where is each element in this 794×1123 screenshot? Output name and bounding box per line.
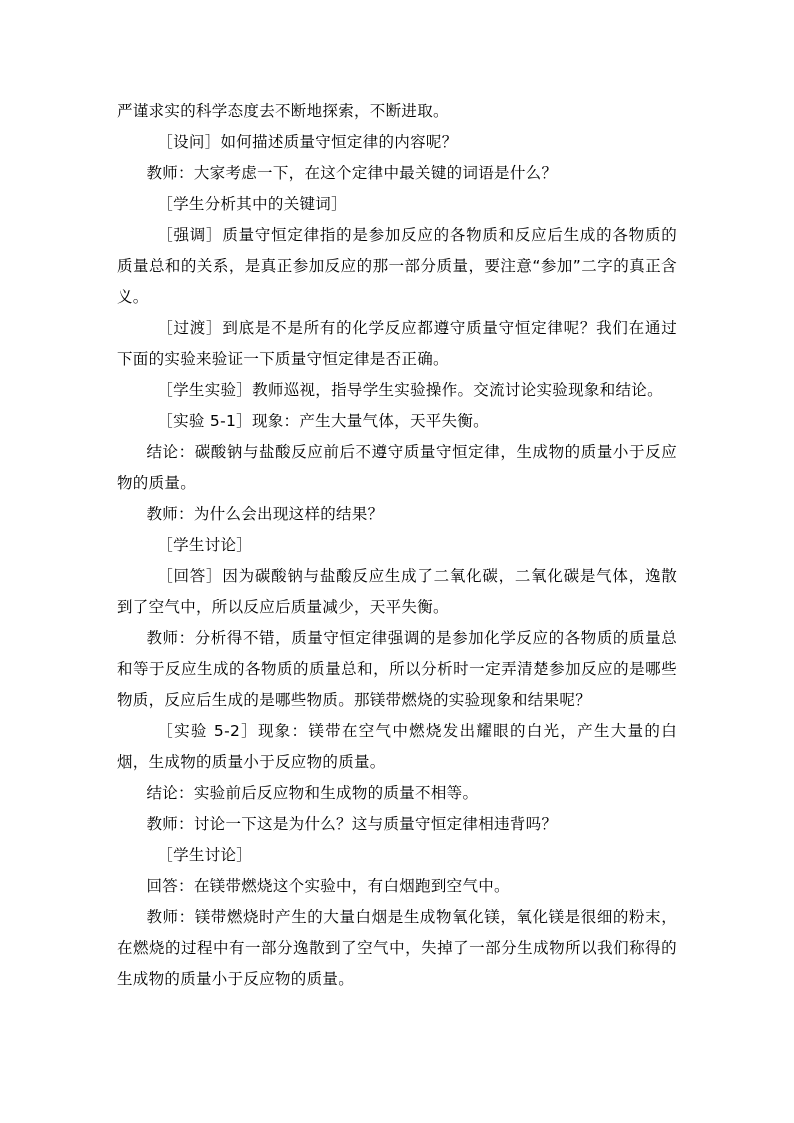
paragraph: ［过渡］到底是不是所有的化学反应都遵守质量守恒定律呢？我们在通过下面的实验来验证一下质量守恒定律是否正确。 [117,319,677,368]
paragraph: ［学生讨论］ [157,846,253,864]
paragraph: ［实验 5-1］现象：产生大量气体，天平失衡。 [157,412,489,430]
paragraph: 回答：在镁带燃烧这个实验中，有白烟跑到空气中。 [146,877,510,895]
paragraph: 严谨求实的科学态度去不断地探索，不断进取。 [117,102,449,120]
paragraph: 结论：实验前后反应物和生成物的质量不相等。 [146,784,479,802]
paragraph: ［强调］质量守恒定律指的是参加反应的各物质和反应后生成的各物质的质量总和的关系，是真正参加反应的那一部分质量，要注意“参加”二字的真正含义。 [117,226,677,306]
paragraph: ［学生实验］教师巡视，指导学生实验操作。交流讨论实验现象和结论。 [157,381,663,399]
paragraph: 结论：碳酸钠与盐酸反应前后不遵守质量守恒定律，生成物的质量小于反应物的质量。 [117,443,677,492]
document-body [117,96,677,995]
paragraph: ［设问］如何描述质量守恒定律的内容呢？ [157,133,458,151]
paragraph: ［学生讨论］ [157,536,253,554]
paragraph: 教师：分析得不错，质量守恒定律强调的是参加化学反应的各物质的质量总和等于反应生成的各物质的质量总和，所以分析时一定弄清楚参加反应的是哪些物质，反应后生成的是哪些物质。那镁带燃烧的实验现象和结果呢？ [117,629,677,709]
paragraph: 教师：为什么会出现这样的结果？ [146,505,384,523]
paragraph: 教师：讨论一下这是为什么？这与质量守恒定律相违背吗？ [146,815,558,833]
paragraph: 教师：镁带燃烧时产生的大量白烟是生成物氧化镁，氧化镁是很细的粉末，在燃烧的过程中有一部分逸散到了空气中，失掉了一部分生成物所以我们称得的生成物的质量小于反应物的质量。 [117,908,677,988]
paragraph: ［回答］因为碳酸钠与盐酸反应生成了二氧化碳，二氧化碳是气体，逸散到了空气中，所以反应后质量减少，天平失衡。 [117,567,677,616]
paragraph: 教师：大家考虑一下，在这个定律中最关键的词语是什么？ [146,164,558,182]
paragraph: ［实验 5-2］现象：镁带在空气中燃烧发出耀眼的白光，产生大量的白烟，生成物的质量小于反应物的质量。 [117,722,677,771]
paragraph: ［学生分析其中的关键词］ [157,195,347,213]
